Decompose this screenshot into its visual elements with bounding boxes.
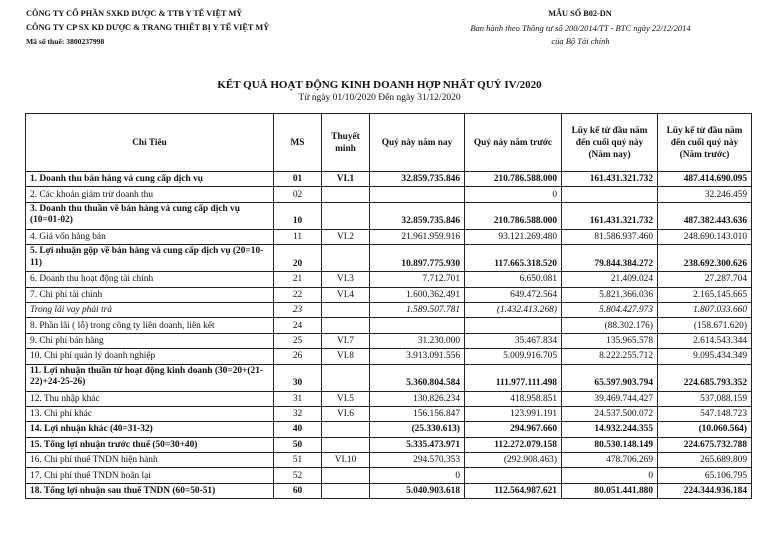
cell-code: 10	[274, 202, 322, 229]
cell-note	[322, 364, 370, 391]
cell-ytd-this-year: 5.821.366.036	[562, 287, 658, 302]
cell-prev-quarter: 210.786.588.000	[465, 172, 562, 187]
col-header-prev-quarter: Quý này năm trước	[465, 114, 562, 172]
cell-item: Trong lãi vay phải trả	[26, 302, 274, 317]
cell-note	[322, 422, 370, 437]
cell-ytd-prev-year: 9.095.434.349	[658, 349, 752, 364]
table-row	[26, 437, 752, 452]
cell-code: 51	[274, 453, 322, 468]
cell-note	[322, 318, 370, 333]
cell-item: 6. Doanh thu hoạt động tài chính	[26, 272, 274, 287]
cell-ytd-this-year: 161.431.321.732	[562, 172, 658, 187]
cell-ytd-this-year: 80.051.441.880	[562, 483, 658, 498]
table-row	[26, 318, 752, 333]
cell-note	[322, 437, 370, 452]
cell-ytd-prev-year: 487.414.690.095	[658, 172, 752, 187]
cell-ytd-prev-year: 1.807.033.660	[658, 302, 752, 317]
table-row	[26, 422, 752, 437]
col-header-item: Chỉ Tiêu	[26, 114, 274, 172]
cell-this-quarter	[370, 318, 465, 333]
cell-ytd-this-year: 0	[562, 468, 658, 483]
cell-this-quarter: 1.589.507.781	[370, 302, 465, 317]
table-row	[26, 302, 752, 317]
cell-note	[322, 187, 370, 202]
income-statement-table	[25, 113, 752, 499]
cell-prev-quarter: 6.650.081	[465, 272, 562, 287]
cell-note	[322, 202, 370, 229]
cell-item: 16. Chi phí thuế TNDN hiện hành	[26, 453, 274, 468]
report-period: Từ ngày 01/10/2020 Đến ngày 31/12/2020	[298, 93, 461, 103]
table-row	[26, 229, 752, 244]
cell-code: 32	[274, 406, 322, 421]
cell-note	[322, 302, 370, 317]
col-header-ytd-this-year: Lũy kế từ đầu năm đến cuối quý này (Năm nay)	[562, 114, 658, 172]
table-row	[26, 333, 752, 348]
cell-code: 23	[274, 302, 322, 317]
table-row	[26, 172, 752, 187]
company-name-1: CÔNG TY CỔ PHẦN SXKD DƯỢC & TTB Y TẾ VIỆT MỸ	[26, 9, 243, 18]
cell-prev-quarter: 93.121.269.480	[465, 229, 562, 244]
cell-this-quarter	[370, 187, 465, 202]
cell-ytd-this-year: 21.409.024	[562, 272, 658, 287]
cell-code: 21	[274, 272, 322, 287]
cell-code: 02	[274, 187, 322, 202]
cell-code: 11	[274, 229, 322, 244]
cell-item: 8. Phần lãi ( lỗ) trong công ty liên doanh, liên kết	[26, 318, 274, 333]
cell-ytd-this-year: 8.222.255.712	[562, 349, 658, 364]
cell-item: 14. Lợi nhuận khác (40=31-32)	[26, 422, 274, 437]
cell-this-quarter: 21.961.959.916	[370, 229, 465, 244]
cell-item: 12. Thu nhập khác	[26, 391, 274, 406]
issued-by-line-2: của Bộ Tài chính	[551, 36, 610, 46]
cell-ytd-prev-year: 547.148.723	[658, 406, 752, 421]
cell-this-quarter: (25.330.613)	[370, 422, 465, 437]
cell-note: VI.1	[322, 172, 370, 187]
cell-note: VI.2	[322, 229, 370, 244]
cell-prev-quarter: 0	[465, 187, 562, 202]
cell-ytd-this-year: 135.965.578	[562, 333, 658, 348]
table-row	[26, 391, 752, 406]
cell-ytd-prev-year: 248.690.143.010	[658, 229, 752, 244]
cell-code: 50	[274, 437, 322, 452]
cell-ytd-this-year: 478.706.269	[562, 453, 658, 468]
cell-prev-quarter: 294.967.660	[465, 422, 562, 437]
cell-prev-quarter: 123.991.191	[465, 406, 562, 421]
cell-note: VI.5	[322, 391, 370, 406]
cell-this-quarter: 130.826.234	[370, 391, 465, 406]
cell-prev-quarter: 111.977.111.498	[465, 364, 562, 391]
cell-ytd-prev-year: 2.614.543.344	[658, 333, 752, 348]
table-row	[26, 202, 752, 229]
cell-item: 11. Lợi nhuận thuần từ hoạt động kinh doanh (30=20+(21-22)+24-25-26)	[26, 364, 274, 391]
cell-this-quarter: 3.913.091.556	[370, 349, 465, 364]
cell-note: VI.3	[322, 272, 370, 287]
cell-item: 7. Chi phí tài chính	[26, 287, 274, 302]
cell-prev-quarter: (292.908.463)	[465, 453, 562, 468]
cell-ytd-prev-year: 238.692.300.626	[658, 245, 752, 272]
table-header-row	[26, 114, 752, 172]
cell-note: VI.10	[322, 453, 370, 468]
cell-prev-quarter	[465, 468, 562, 483]
cell-code: 01	[274, 172, 322, 187]
table-row	[26, 245, 752, 272]
cell-ytd-this-year: (88.302.176)	[562, 318, 658, 333]
cell-prev-quarter: 117.665.318.520	[465, 245, 562, 272]
cell-ytd-this-year: 79.844.384.272	[562, 245, 658, 272]
table-row	[26, 468, 752, 483]
cell-code: 30	[274, 364, 322, 391]
cell-ytd-this-year: 24.537.500.072	[562, 406, 658, 421]
cell-note	[322, 483, 370, 498]
cell-prev-quarter: 5.009.916.705	[465, 349, 562, 364]
cell-code: 24	[274, 318, 322, 333]
cell-item: 3. Doanh thu thuần về bán hàng và cung cấp dịch vụ (10=01-02)	[26, 202, 274, 229]
col-header-ytd-prev-year: Lũy kế từ đầu năm đến cuối quý này (Năm trước)	[658, 114, 752, 172]
table-row	[26, 349, 752, 364]
form-code: MẪU SỐ B02-DN	[548, 9, 612, 18]
table-body	[26, 172, 752, 499]
cell-this-quarter: 31.230.000	[370, 333, 465, 348]
cell-ytd-this-year: 14.932.244.355	[562, 422, 658, 437]
col-header-code: MS	[274, 114, 322, 172]
cell-ytd-this-year: 161.431.321.732	[562, 202, 658, 229]
cell-item: 4. Giá vốn hàng bán	[26, 229, 274, 244]
cell-prev-quarter: (1.432.413.268)	[465, 302, 562, 317]
cell-ytd-this-year: 5.804.427.973	[562, 302, 658, 317]
cell-this-quarter: 294.570.353	[370, 453, 465, 468]
cell-code: 52	[274, 468, 322, 483]
cell-code: 22	[274, 287, 322, 302]
cell-this-quarter: 10.897.775.930	[370, 245, 465, 272]
cell-ytd-this-year: 80.530.148.149	[562, 437, 658, 452]
cell-this-quarter: 5.360.804.584	[370, 364, 465, 391]
report-title: KẾT QUẢ HOẠT ĐỘNG KINH DOANH HỢP NHẤT QUÝ IV/2020	[217, 79, 542, 91]
table-row	[26, 187, 752, 202]
tax-code: Mã số thuế: 3800237998	[26, 37, 105, 46]
cell-this-quarter: 1.600.362.491	[370, 287, 465, 302]
cell-ytd-prev-year: 265.689.809	[658, 453, 752, 468]
cell-this-quarter: 7.712.701	[370, 272, 465, 287]
cell-item: 9. Chi phí bán hàng	[26, 333, 274, 348]
cell-item: 18. Tổng lợi nhuận sau thuế TNDN (60=50-51)	[26, 483, 274, 498]
cell-this-quarter: 32.859.735.846	[370, 172, 465, 187]
cell-ytd-prev-year: (158.671.620)	[658, 318, 752, 333]
cell-ytd-this-year: 65.597.903.794	[562, 364, 658, 391]
cell-note: VI.6	[322, 406, 370, 421]
cell-item: 2. Các khoản giảm trừ doanh thu	[26, 187, 274, 202]
cell-ytd-prev-year: 2.165.145.665	[658, 287, 752, 302]
cell-ytd-this-year: 81.586.937.460	[562, 229, 658, 244]
cell-ytd-prev-year: 487.382.443.636	[658, 202, 752, 229]
table-row	[26, 483, 752, 498]
cell-ytd-prev-year: 224.685.793.352	[658, 364, 752, 391]
table-row	[26, 272, 752, 287]
cell-note	[322, 245, 370, 272]
table-row	[26, 364, 752, 391]
cell-code: 31	[274, 391, 322, 406]
cell-prev-quarter: 35.467.834	[465, 333, 562, 348]
table-row	[26, 287, 752, 302]
table-row	[26, 406, 752, 421]
cell-item: 1. Doanh thu bán hàng và cung cấp dịch vụ	[26, 172, 274, 187]
cell-note: VI.7	[322, 333, 370, 348]
cell-this-quarter: 5.040.903.618	[370, 483, 465, 498]
col-header-note: Thuyết minh	[322, 114, 370, 172]
cell-code: 40	[274, 422, 322, 437]
cell-note: VI.4	[322, 287, 370, 302]
cell-code: 25	[274, 333, 322, 348]
cell-ytd-prev-year: (10.060.564)	[658, 422, 752, 437]
cell-ytd-prev-year: 224.344.936.184	[658, 483, 752, 498]
cell-note: VI.8	[322, 349, 370, 364]
cell-note	[322, 468, 370, 483]
cell-ytd-prev-year: 224.675.732.788	[658, 437, 752, 452]
cell-ytd-prev-year: 537.088.159	[658, 391, 752, 406]
cell-prev-quarter	[465, 318, 562, 333]
cell-ytd-prev-year: 32.246.459	[658, 187, 752, 202]
cell-ytd-prev-year: 65.106.795	[658, 468, 752, 483]
col-header-this-quarter: Quý này năm nay	[370, 114, 465, 172]
table-row	[26, 453, 752, 468]
issued-by-line-1: Ban hành theo Thông tư số 200/2014/TT - BTC ngày 22/12/2014	[470, 23, 691, 33]
cell-item: 10. Chi phí quản lý doanh nghiệp	[26, 349, 274, 364]
cell-ytd-this-year: 39.469.744.427	[562, 391, 658, 406]
cell-ytd-this-year	[562, 187, 658, 202]
cell-item: 15. Tổng lợi nhuận trước thuế (50=30+40)	[26, 437, 274, 452]
cell-code: 20	[274, 245, 322, 272]
cell-item: 17. Chi phí thuế TNDN hoãn lại	[26, 468, 274, 483]
cell-code: 60	[274, 483, 322, 498]
cell-item: 13. Chi phí khác	[26, 406, 274, 421]
cell-this-quarter: 32.859.735.846	[370, 202, 465, 229]
cell-prev-quarter: 649.472.564	[465, 287, 562, 302]
cell-prev-quarter: 418.958.851	[465, 391, 562, 406]
cell-prev-quarter: 112.564.987.621	[465, 483, 562, 498]
cell-this-quarter: 156.156.847	[370, 406, 465, 421]
cell-this-quarter: 5.335.473.971	[370, 437, 465, 452]
company-name-2: CÔNG TY CP SX KD DƯỢC & TRANG THIẾT BỊ Y TẾ VIỆT MỸ	[26, 23, 270, 32]
cell-ytd-prev-year: 27.287.704	[658, 272, 752, 287]
cell-prev-quarter: 210.786.588.000	[465, 202, 562, 229]
cell-prev-quarter: 112.272.079.158	[465, 437, 562, 452]
cell-item: 5. Lợi nhuận gộp về bán hàng và cung cấp dịch vụ (20=10-11)	[26, 245, 274, 272]
cell-code: 26	[274, 349, 322, 364]
cell-this-quarter: 0	[370, 468, 465, 483]
